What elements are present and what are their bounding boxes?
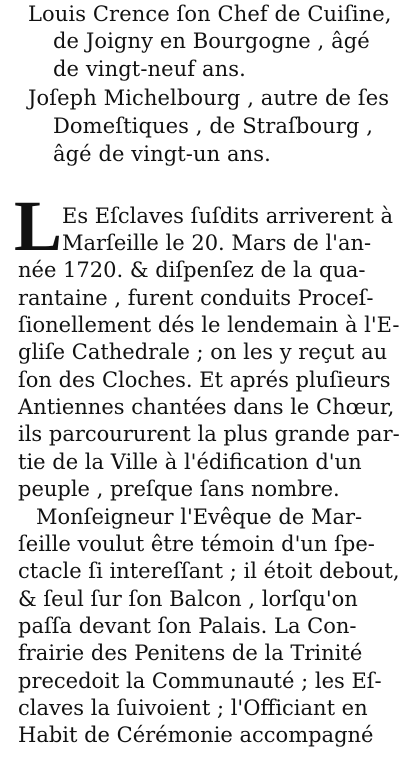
paragraph-1-line-4: rantaine , furent conduits Proceſ- xyxy=(18,286,374,310)
paragraph-1-line-3: née 1720. & diſpenſez de la qua- xyxy=(18,258,366,282)
paragraph-1-line-11: peuple , preſque ſans nombre. xyxy=(18,477,340,501)
drop-cap-letter: L xyxy=(14,186,63,266)
paragraph-1-line-8: Antiennes chantées dans le Chœur, xyxy=(18,395,395,419)
paragraph-1-line-1: Es Eſclaves ſuſdits arriverent à xyxy=(62,204,393,228)
paragraph-2-line-4: & ſeul ſur ſon Balcon , lorſqu'on xyxy=(18,587,358,611)
paragraph-2-line-7: precedoit la Communauté ; les Eſ- xyxy=(18,669,382,693)
paragraph-1-line-9: ils parcoururent la plus grande par- xyxy=(18,422,400,446)
paragraph-2-line-6: frairie des Penitens de la Trinité xyxy=(18,641,363,665)
servant-1-line-3: de vingt-neuf ans. xyxy=(53,57,246,81)
paragraph-1-line-5: ſionellement dés le lendemain à l'E- xyxy=(18,313,400,337)
paragraph-1-line-2: Marſeille le 20. Mars de l'an- xyxy=(62,231,372,255)
paragraph-2-line-1: Monſeigneur l'Evêque de Mar- xyxy=(36,505,363,529)
servant-1-line-1: Louis Crence ſon Chef de Cuiſine, xyxy=(28,2,392,26)
paragraph-2-line-3: ctacle ſi intereſſant ; il étoit debout, xyxy=(18,559,400,583)
paragraph-1-line-7: ſon des Cloches. Et aprés pluſieurs xyxy=(18,368,391,392)
paragraph-2-line-2: ſeille voulut être témoin d'un ſpe- xyxy=(18,532,375,556)
servant-2-line-1: Joſeph Michelbourg , autre de ſes xyxy=(28,86,390,110)
servant-2-line-2: Domeſtiques , de Straſbourg , xyxy=(53,114,373,138)
paragraph-1-line-10: tie de la Ville à l'édification d'un xyxy=(18,450,362,474)
servant-1-line-2: de Joigny en Bourgogne , âgé xyxy=(53,29,370,53)
paragraph-1-line-6: gliſe Cathedrale ; on les y reçut au xyxy=(18,340,388,364)
servant-2-line-3: âgé de vingt-un ans. xyxy=(53,142,271,166)
paragraph-2-line-5: paſſa devant ſon Palais. La Con- xyxy=(18,614,357,638)
paragraph-2-line-9: Habit de Cérémonie accompagné xyxy=(18,723,374,747)
paragraph-2-line-8: claves la ſuivoient ; l'Officiant en xyxy=(18,696,368,720)
